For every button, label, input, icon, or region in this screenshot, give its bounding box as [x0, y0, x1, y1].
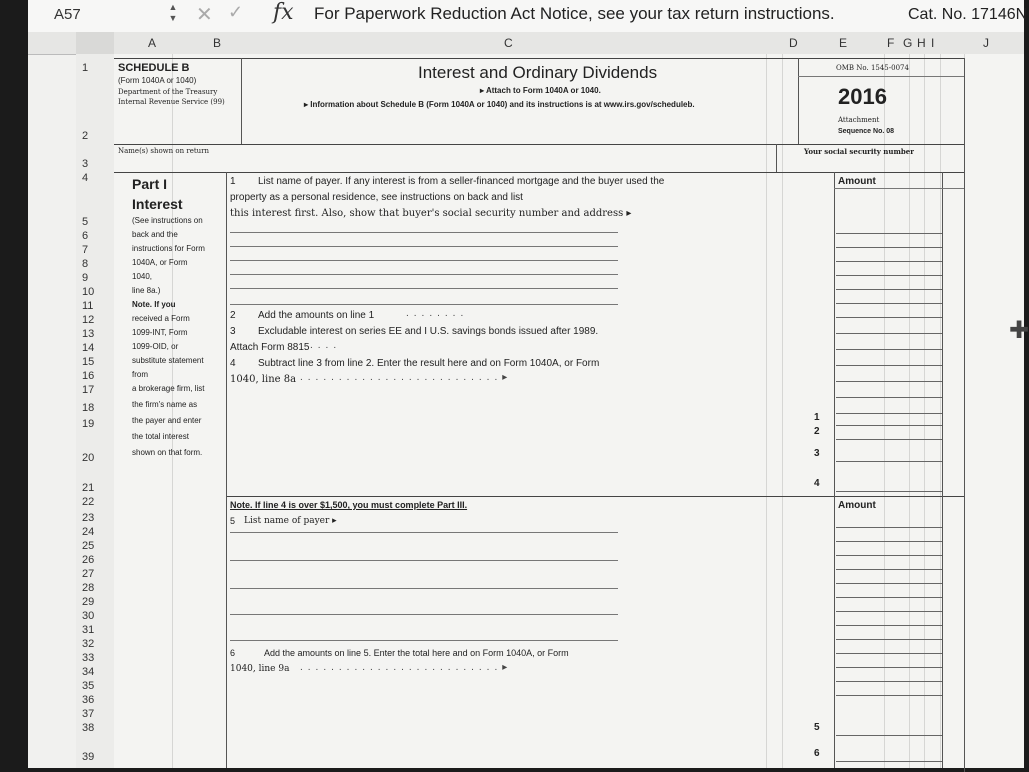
side-note-line: (See instructions on — [132, 216, 203, 225]
note-part-iii: Note. If line 4 is over $1,500, you must complete Part III. — [230, 500, 468, 510]
name-box[interactable]: A57 — [54, 6, 81, 23]
omb-number: OMB No. 1545-0074 — [836, 64, 909, 72]
line-1-amount-cell[interactable] — [836, 220, 942, 234]
row-header[interactable]: 22 — [82, 496, 95, 508]
line-5-amount-cell[interactable] — [836, 598, 942, 612]
row-header[interactable]: 39 — [82, 751, 95, 763]
side-note-line: Note. If you — [132, 300, 176, 309]
row-header[interactable]: 7 — [82, 244, 89, 256]
line-1-number: 1 — [230, 176, 236, 187]
spreadsheet-window — [28, 0, 1029, 768]
attach-note: ▸ Attach to Form 1040A or 1040. — [480, 86, 601, 95]
row-header[interactable]: 37 — [82, 708, 95, 720]
line-2-text: Add the amounts on line 1 — [258, 310, 375, 321]
box-6-cell[interactable] — [836, 748, 942, 762]
column-header-d[interactable]: D — [789, 36, 798, 50]
row-header[interactable]: 18 — [82, 402, 95, 414]
form-title: Interest and Ordinary Dividends — [418, 63, 658, 82]
line-5-amount-cell[interactable] — [836, 528, 942, 542]
row-header[interactable]: 2 — [82, 130, 89, 142]
side-note-line: 1040A, or Form — [132, 258, 188, 267]
line-1-amount-cell[interactable] — [836, 384, 942, 398]
line-5-amount-cell[interactable] — [836, 668, 942, 682]
line-1-amount-cell[interactable] — [836, 320, 942, 334]
leader-dots: ..........................▸ — [300, 662, 513, 673]
side-note-line: back and the — [132, 230, 178, 239]
line-5-amount-cell[interactable] — [836, 626, 942, 640]
line-5-amount-cell[interactable] — [836, 640, 942, 654]
line-1-amount-cell[interactable] — [836, 248, 942, 262]
box-5-cell[interactable] — [836, 722, 942, 736]
select-all-corner[interactable] — [76, 32, 114, 54]
leader-dots: ........ — [406, 308, 469, 319]
line-3-number: 3 — [230, 326, 236, 337]
irs-label: Internal Revenue Service (99) — [118, 98, 225, 106]
row-header[interactable]: 26 — [82, 554, 95, 566]
row-header[interactable]: 12 — [82, 314, 95, 326]
line-5-amount-cell[interactable] — [836, 612, 942, 626]
side-note-line: received a Form — [132, 314, 190, 323]
row-header[interactable]: 3 — [82, 158, 89, 170]
row-header[interactable]: 28 — [82, 582, 95, 594]
column-header-h[interactable]: H — [917, 36, 926, 50]
line-2-number: 2 — [230, 310, 236, 321]
row-header[interactable]: 4 — [82, 172, 89, 184]
column-header-i[interactable]: I — [931, 36, 935, 50]
row-header[interactable]: 25 — [82, 540, 95, 552]
row-header[interactable]: 30 — [82, 610, 95, 622]
line-6-number: 6 — [230, 648, 236, 658]
row-header[interactable]: 35 — [82, 680, 95, 692]
box-1-label: 1 — [814, 412, 820, 423]
row-header[interactable]: 5 — [82, 216, 89, 228]
side-note-line: shown on that form. — [132, 448, 203, 457]
schedule-label: SCHEDULE B — [118, 62, 190, 74]
row-header[interactable]: 19 — [82, 418, 95, 430]
line-1-amount-cell[interactable] — [836, 368, 942, 382]
row-header[interactable]: 24 — [82, 526, 95, 538]
ssn-label: Your social security number — [804, 147, 914, 156]
row-header[interactable]: 1 — [82, 62, 89, 74]
row-header[interactable]: 29 — [82, 596, 95, 608]
line-1-amount-cell[interactable] — [836, 336, 942, 350]
part-title: Interest — [132, 196, 183, 212]
row-header[interactable]: 9 — [82, 272, 89, 284]
info-note: ▸ Information about Schedule B (Form 1040A or 1040) and its instructions is at www.irs.gov/scheduleb. — [304, 100, 695, 109]
cancel-formula-icon[interactable]: ✕ — [196, 4, 213, 26]
line-5-number: 5 — [230, 516, 236, 526]
side-note-line: the firm's name as — [132, 400, 198, 409]
side-note-line: instructions for Form — [132, 244, 205, 253]
line-5-amount-cell[interactable] — [836, 584, 942, 598]
row-header[interactable]: 16 — [82, 370, 95, 382]
line-1-text: List name of payer. If any interest is from a seller-financed mortgage and the buyer used the — [258, 176, 665, 187]
form-ref: (Form 1040A or 1040) — [118, 76, 197, 85]
column-header-bar — [28, 32, 1024, 55]
line-5-text: List name of payer ▸ — [244, 516, 337, 526]
side-note-line: the total interest — [132, 432, 189, 441]
box-3-cell[interactable] — [836, 448, 942, 462]
line-4-number: 4 — [230, 358, 236, 369]
row-header[interactable]: 31 — [82, 624, 95, 636]
box-3-label: 3 — [814, 448, 820, 459]
names-label: Name(s) shown on return — [118, 147, 210, 155]
line-4-text: Subtract line 3 from line 2. Enter the result here and on Form 1040A, or Form — [258, 358, 600, 369]
leader-dots: ..........................▸ — [300, 372, 513, 383]
cell-cursor-icon: ✚ — [1009, 317, 1029, 344]
side-note-line: 1099-INT, Form — [132, 328, 188, 337]
row-header[interactable]: 33 — [82, 652, 95, 664]
row-header[interactable]: 10 — [82, 286, 95, 298]
column-header-a[interactable]: A — [148, 36, 157, 50]
line-1-text-c: this interest first. Also, show that buyer's social security number and address ▸ — [230, 208, 632, 219]
line-5-amount-cell[interactable] — [836, 654, 942, 668]
leader-dots: .... — [310, 340, 342, 351]
row-header[interactable]: 23 — [82, 512, 95, 524]
box-2-label: 2 — [814, 426, 820, 437]
side-note-line: a brokerage firm, list — [132, 384, 205, 393]
line-1-amount-cell[interactable] — [836, 262, 942, 276]
side-note-line: the payer and enter — [132, 416, 202, 425]
box-5-label: 5 — [814, 722, 820, 733]
confirm-formula-icon[interactable]: ✓ — [228, 2, 244, 22]
box-4-label: 4 — [814, 478, 820, 489]
line-6-text-b: 1040, line 9a — [230, 664, 290, 674]
amount-header: Amount — [838, 176, 876, 187]
row-header[interactable]: 34 — [82, 666, 95, 678]
formula-input[interactable]: For Paperwork Reduction Act Notice, see your tax return instructions. — [314, 4, 835, 23]
line-6-text: Add the amounts on line 5. Enter the total here and on Form 1040A, or Form — [264, 648, 569, 658]
sheet-grid[interactable] — [114, 54, 1029, 768]
row-header[interactable]: 36 — [82, 694, 95, 706]
insert-function-icon[interactable]: fx — [273, 0, 294, 25]
column-header-f[interactable]: F — [887, 36, 895, 50]
row-header[interactable]: 32 — [82, 638, 95, 650]
amount-header-2: Amount — [838, 500, 876, 511]
line-1-text-b: property as a personal residence, see instructions on back and list — [230, 192, 523, 203]
box-4-cell[interactable] — [836, 478, 942, 492]
box-6-label: 6 — [814, 748, 820, 759]
row-header[interactable]: 27 — [82, 568, 95, 580]
line-3-text-b: Attach Form 8815 — [230, 342, 310, 353]
column-header-e[interactable]: E — [839, 36, 848, 50]
side-note-line: substitute statement — [132, 356, 204, 365]
dept-treasury: Department of the Treasury — [118, 88, 218, 96]
row-header[interactable]: 11 — [82, 300, 94, 312]
line-1-amount-cell[interactable] — [836, 276, 942, 290]
line-5-amount-cell[interactable] — [836, 556, 942, 570]
line-3-text: Excludable interest on series EE and I U.S. savings bonds issued after 1989. — [258, 326, 599, 337]
line-1-amount-cell[interactable] — [836, 290, 942, 304]
line-1-amount-cell[interactable] — [836, 352, 942, 366]
row-header[interactable]: 17 — [82, 384, 95, 396]
side-note-line: from — [132, 370, 148, 379]
line-5-amount-cell[interactable] — [836, 682, 942, 696]
line-1-amount-cell[interactable] — [836, 304, 942, 318]
side-note-line: line 8a.) — [132, 286, 161, 295]
column-header-c[interactable]: C — [504, 36, 513, 50]
row-header[interactable]: 21 — [82, 482, 95, 494]
row-header[interactable]: 6 — [82, 230, 89, 242]
row-header[interactable]: 38 — [82, 722, 95, 734]
column-header-b[interactable]: B — [213, 36, 222, 50]
column-header-j[interactable]: J — [983, 36, 989, 50]
row-header[interactable]: 15 — [82, 356, 95, 368]
side-note-line: 1040, — [132, 272, 153, 281]
box-1-cell[interactable] — [836, 412, 942, 426]
line-5-amount-cell[interactable] — [836, 542, 942, 556]
part-label: Part I — [132, 176, 168, 192]
formula-bar — [28, 0, 1028, 33]
row-header[interactable]: 20 — [82, 452, 95, 464]
column-header-g[interactable]: G — [903, 36, 913, 50]
side-note-line: 1099-OID, or — [132, 342, 179, 351]
row-header-bar — [76, 54, 115, 768]
row-header[interactable]: 8 — [82, 258, 89, 270]
line-4-text-b: 1040, line 8a — [230, 374, 297, 385]
name-box-dropdown-icon[interactable]: ▲ ▼ — [168, 2, 178, 23]
line-5-amount-cell[interactable] — [836, 570, 942, 584]
line-1-amount-cell[interactable] — [836, 234, 942, 248]
formula-overflow-text: Cat. No. 17146N — [908, 6, 1028, 23]
line-5-amount-cell[interactable] — [836, 514, 942, 528]
row-header[interactable]: 14 — [82, 342, 95, 354]
box-2-cell[interactable] — [836, 426, 942, 440]
row-header[interactable]: 13 — [82, 328, 95, 340]
attachment-label: Attachment — [838, 116, 880, 124]
sequence-number: Sequence No. 08 — [838, 128, 895, 135]
tax-year: 2016 — [838, 84, 887, 109]
